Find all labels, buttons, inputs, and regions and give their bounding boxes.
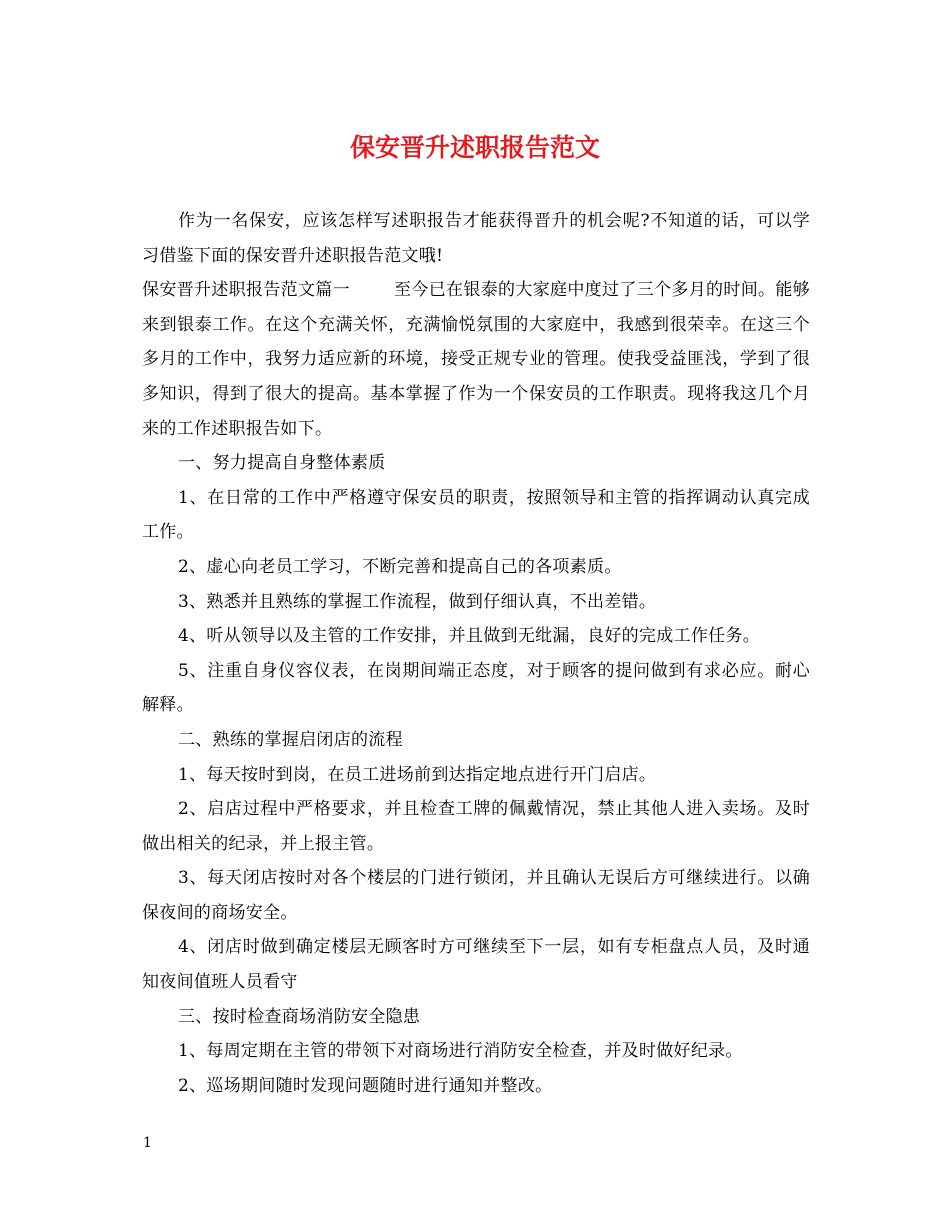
section-item: 2、虚心向老员工学习，不断完善和提高自己的各项素质。: [178, 556, 622, 577]
section-item: 3、熟悉并且熟练的掌握工作流程，做到仔细认真，不出差错。: [178, 591, 657, 612]
section-item: 2、启店过程中严格要求，并且检查工牌的佩戴情况，禁止其他人进入卖场。及时做出相关的纪录，并上报主管。: [142, 799, 810, 854]
page-number: 1: [143, 1135, 152, 1151]
section-item: 5、注重自身仪容仪表，在岗期间端正态度，对于顾客的提问做到有求必应。耐心解释。: [142, 660, 810, 716]
article-label: 保安晋升述职报告范文篇一: [142, 280, 350, 301]
section-item: 3、每天闭店按时对各个楼层的门进行锁闭，并且确认无误后方可继续进行。以确保夜间的商场安全。: [142, 868, 810, 923]
section-item: 4、闭店时做到确定楼层无顾客时方可继续至下一层，如有专柜盘点人员，及时通知夜间值班人员看守: [142, 937, 810, 993]
document-body: [142, 204, 810, 1103]
section-heading: 二、熟练的掌握启闭店的流程: [178, 729, 403, 750]
section-item: 2、巡场期间随时发现问题随时进行通知并整改。: [178, 1075, 553, 1096]
section-heading: 一、努力提高自身整体素质: [178, 453, 386, 474]
article-opening-text: 至今已在银泰的大家庭中度过了三个多月的时间。能够来到银泰工作。在这个充满关怀，充满愉悦氛围的大家庭中，我感到很荣幸。在这三个多月的工作中，我努力适应新的环境，接受正规专业的管理。使我受益匪浅，学到了很多知识，得到了很大的提高。基本掌握了作为一个保安员的工作职责。现将我这几个月来的工作述职报告如下。: [142, 280, 810, 439]
section-item: 1、每天按时到岗，在员工进场前到达指定地点进行开门启店。: [178, 764, 657, 785]
article-opening-paragraph: [142, 273, 810, 446]
section-item: 4、听从领导以及主管的工作安排，并且做到无纰漏，良好的完成工作任务。: [178, 626, 761, 647]
section-item: 1、在日常的工作中严格遵守保安员的职责，按照领导和主管的指挥调动认真完成工作。: [142, 487, 810, 543]
section-heading: 三、按时检查商场消防安全隐患: [178, 1006, 421, 1027]
section-item: 1、每周定期在主管的带领下对商场进行消防安全检查，并及时做好纪录。: [178, 1041, 743, 1062]
document-title: 保安晋升述职报告范文: [349, 133, 600, 162]
intro-paragraph: 作为一名保安，应该怎样写述职报告才能获得晋升的机会呢?不知道的话，可以学习借鉴下面的保安晋升述职报告范文哦!: [142, 211, 810, 266]
